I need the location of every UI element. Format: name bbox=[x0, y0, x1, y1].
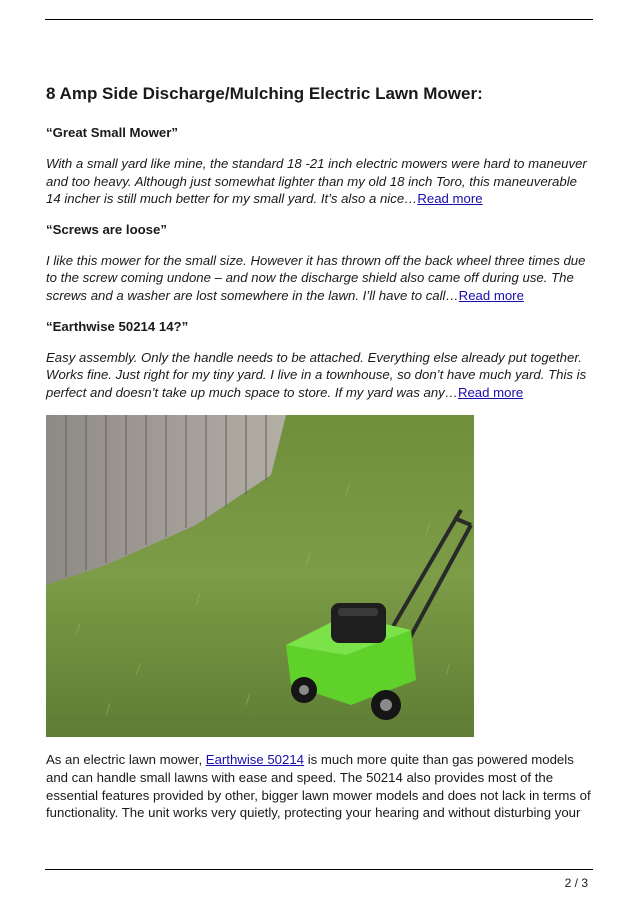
review-title: “Great Small Mower” bbox=[46, 125, 178, 140]
review-text bbox=[46, 252, 594, 305]
read-more-link[interactable]: Read more bbox=[458, 287, 524, 303]
review-body: Easy assembly. Only the handle needs to be attached. Everything else already put together. Works fine. Just right for my tiny yard. I live in a townhouse, so don’t have much yard. This is perfect and doesn’t take up much space to store. If my yard was any… bbox=[46, 349, 587, 400]
page-title: 8 Amp Side Discharge/Mulching Electric Lawn Mower: bbox=[46, 84, 483, 103]
review-1 bbox=[46, 125, 594, 208]
read-more-link[interactable]: Read more bbox=[417, 191, 483, 207]
footer-rule bbox=[45, 869, 593, 870]
read-more-link[interactable]: Read more bbox=[457, 384, 524, 400]
page-content bbox=[46, 84, 594, 822]
page-number: 2 / 3 bbox=[564, 876, 588, 890]
review-body: I like this mower for the small size. However it has thrown off the back wheel three times due to the screw coming undone – and now the discharge shield also came off during use. The screws and a washer are lost somewhere in the lawn. I’ll have to call… bbox=[46, 252, 586, 303]
description-paragraph bbox=[46, 751, 594, 821]
review-title: “Screws are loose” bbox=[46, 221, 167, 237]
review-text bbox=[46, 349, 594, 402]
header-rule bbox=[45, 19, 593, 20]
review-title: “Earthwise 50214 14?” bbox=[46, 318, 189, 334]
review-body: With a small yard like mine, the standard 18 -21 inch electric mowers were hard to maneuver and too heavy. Although just somewhat lighter than my old 18 inch Toro, this maneuverable 14 incher is still much better for my small yard. It’s also a nice… bbox=[46, 156, 587, 207]
review-text bbox=[46, 155, 594, 208]
lawn-mower-photo bbox=[46, 415, 474, 737]
product-link[interactable]: Earthwise 50214 bbox=[205, 752, 305, 768]
paragraph-rest: is much more quite than gas powered models and can handle small lawns with ease and speed. The 50214 also provides most of the essential features provided by other, bigger lawn mower models and does not lack in terms of functionality. The unit works very quietly, protecting your hearing and without disturbing your bbox=[46, 752, 591, 821]
paragraph-intro: As an electric lawn mower, bbox=[46, 752, 206, 768]
review-3 bbox=[46, 319, 594, 402]
review-2 bbox=[46, 222, 594, 305]
